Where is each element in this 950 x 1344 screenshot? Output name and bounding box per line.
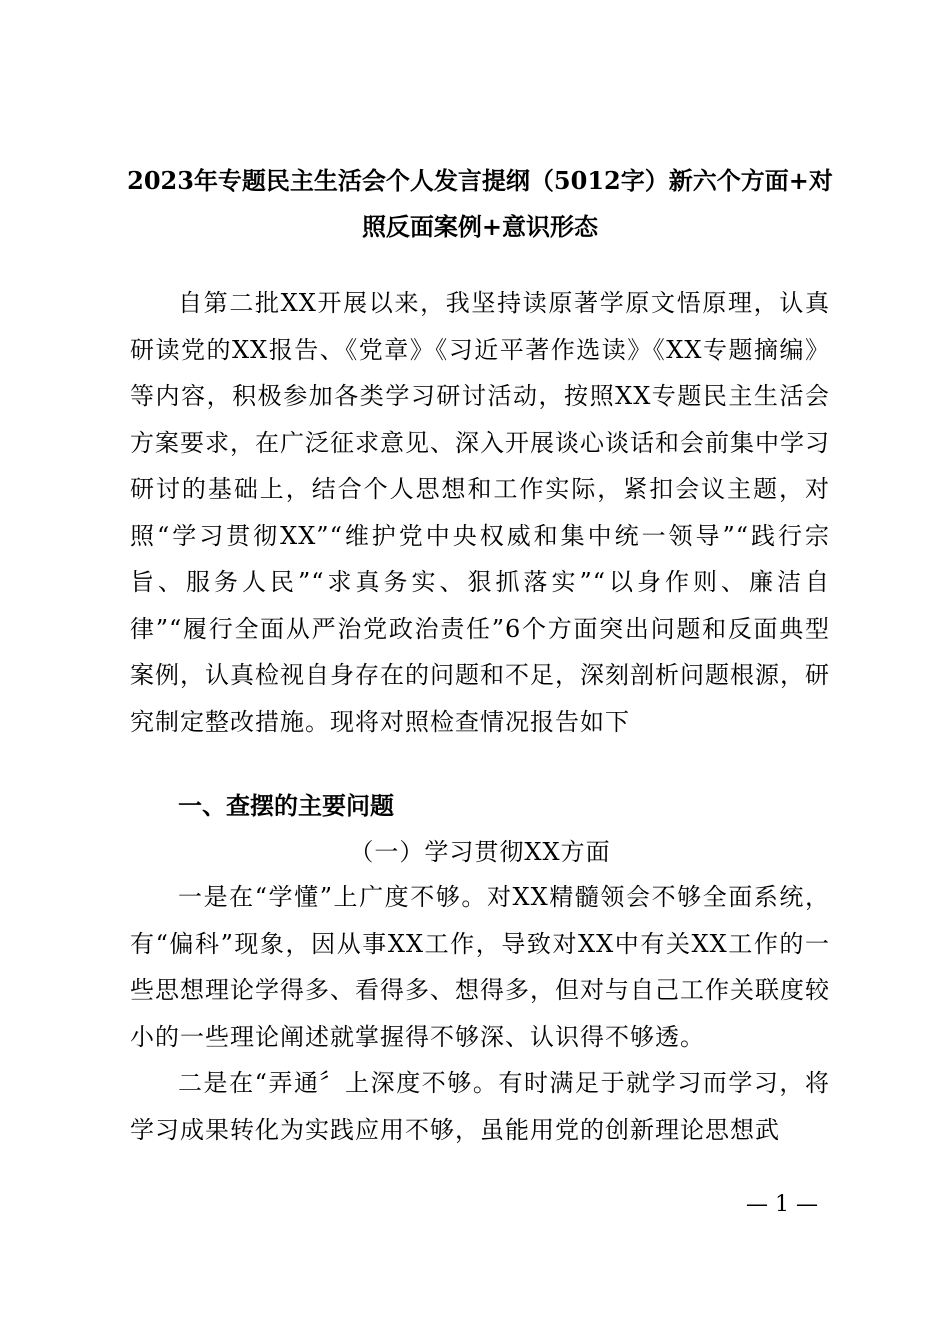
section-heading: 一、查摆的主要问题 <box>178 792 394 820</box>
paragraph-1: 一是在“学懂”上广度不够。对XX精髓领会不够全面系统，有“偏科”现象，因从事XX工作，导致对XX中有关XX工作的一些思想理论学得多、看得多、想得多，但对与自己工作关联度较小的一些理论阐述就掌握得不够深、认识得不够透。 <box>130 883 830 1051</box>
subsection-heading: （一）学习贯彻XX方面 <box>349 838 611 866</box>
document-title: 2023年专题民主生活会个人发言提纲（5012字）新六个方面+对照反面案例+意识形态 <box>127 166 833 241</box>
intro-paragraph: 自第二批XX开展以来，我坚持读原著学原文悟原理，认真研读党的XX报告、《党章》《习近平著作选读》《XX专题摘编》等内容，积极参加各类学习研讨活动，按照XX专题民主生活会方案要求，在广泛征求意见、深入开展谈心谈话和会前集中学习研讨的基础上，结合个人思想和工作实际，紧扣会议主题，对照“学习贯彻XX”“维护党中央权威和集中统一领导”“践行宗旨、服务人民”“求真务实、狠抓落实”“以身作则、廉洁自律”“履行全面从严治党政治责任”6个方面突出问题和反面典型案例，认真检视自身存在的问题和不足，深刻剖析问题根源，研究制定整改措施。现将对照检查情况报告如下 <box>130 289 830 736</box>
paragraph-2: 二是在“弄通〞上深度不够。有时满足于就学习而学习，将学习成果转化为实践应用不够，虽能用党的创新理论思想武 <box>130 1069 830 1144</box>
page-number: — 1 — <box>746 1192 818 1217</box>
